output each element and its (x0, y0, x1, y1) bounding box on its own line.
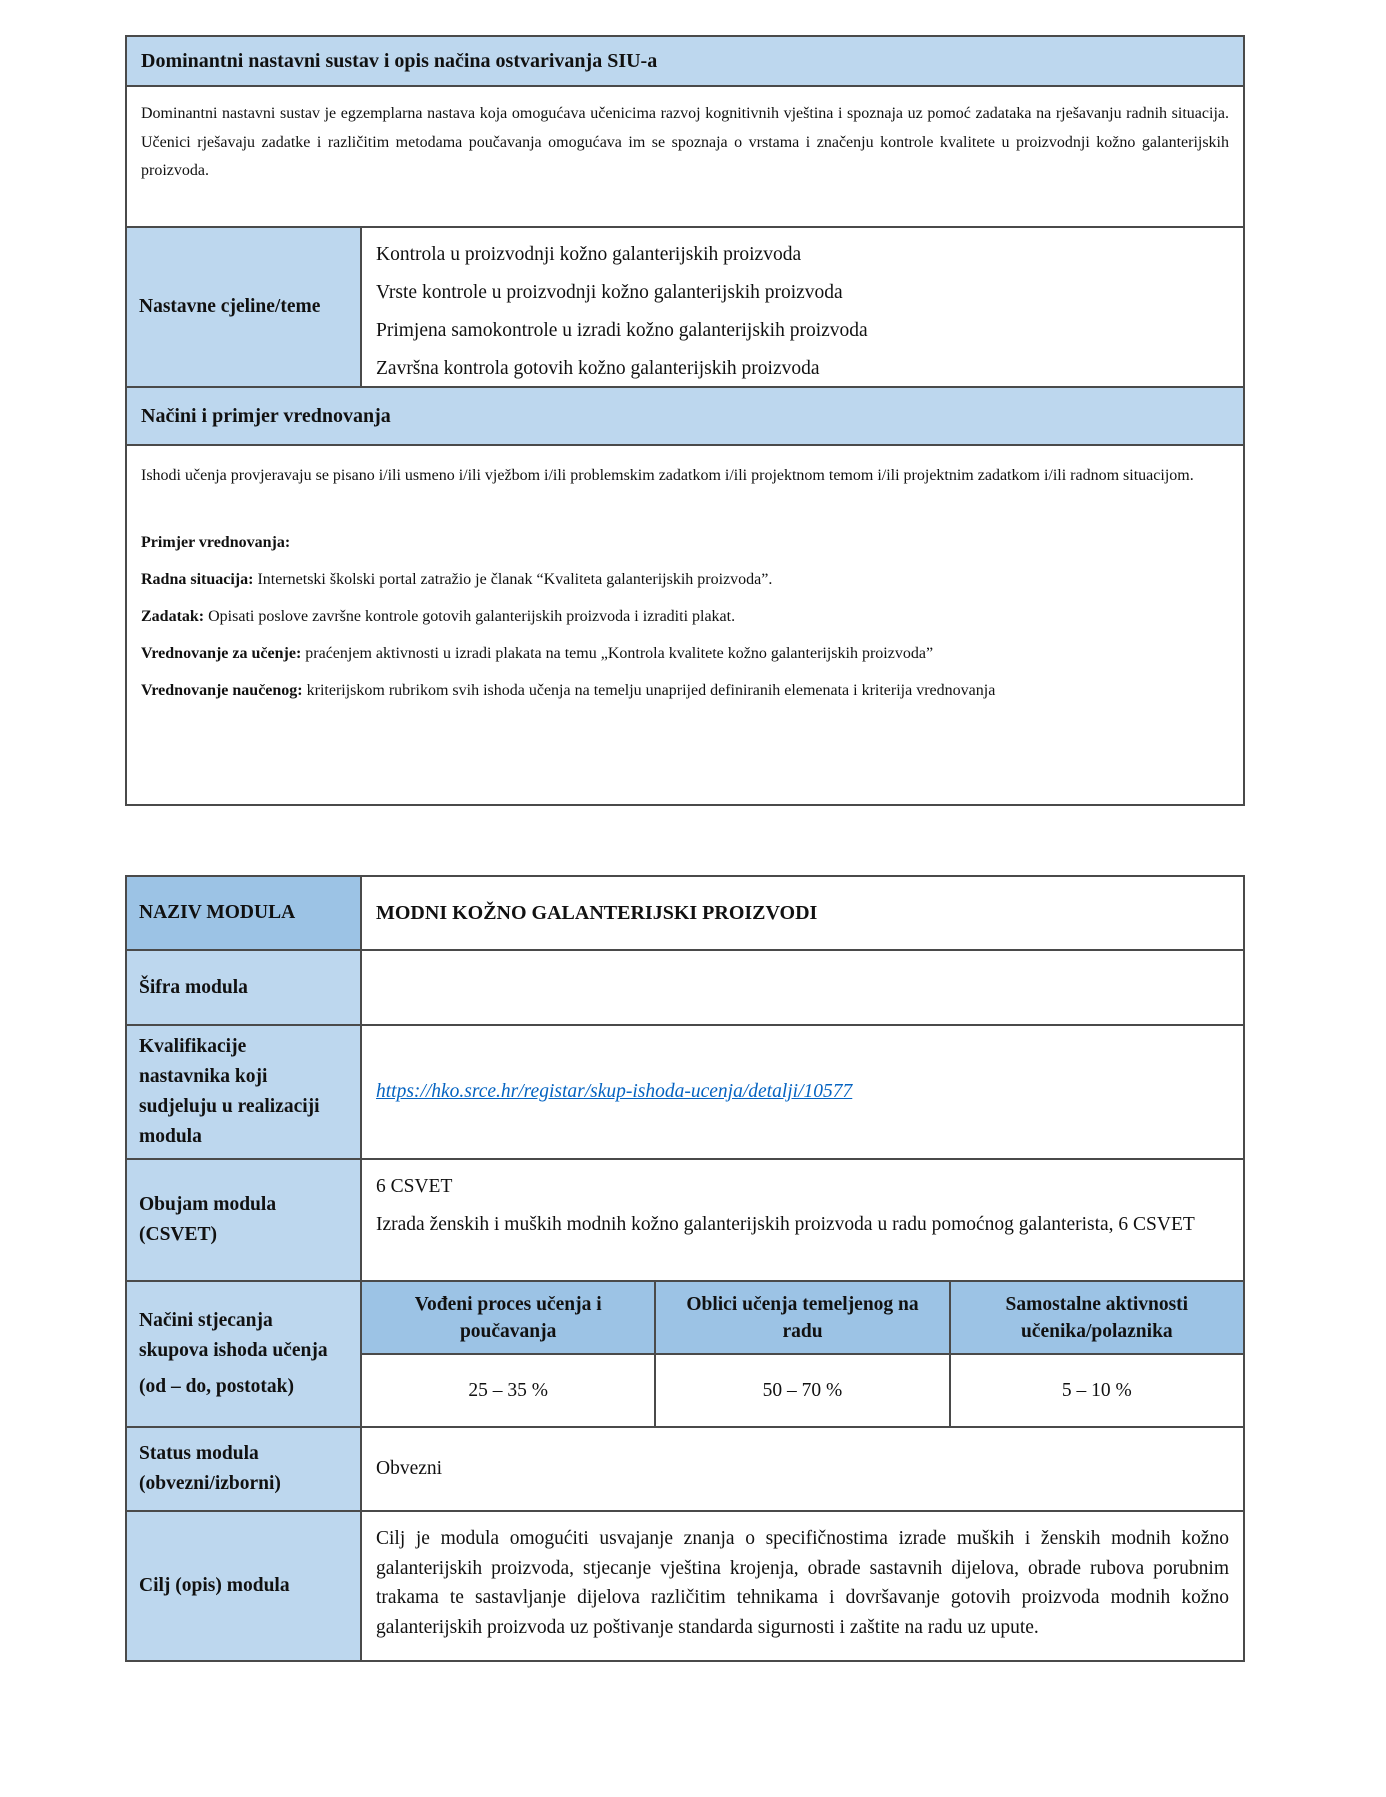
nacini-stjecanja-label-cell (127, 1282, 362, 1426)
kvalifikacije-label-cell (127, 1026, 362, 1158)
nacini-label-line1: Načini stjecanja skupova ishoda učenja (139, 1310, 328, 1361)
obujam-modula-row (127, 1158, 1243, 1280)
status-modula-label-cell (127, 1428, 362, 1510)
naziv-modula-row (127, 877, 1243, 949)
item-label: Vrednovanje naučenog: (141, 682, 303, 699)
cilj-modula-text: Cilj je modula omogućiti usvajanje znanja o specifičnostima izrade muških i ženskih modnih kožno galanterijskih proizvoda, stjecanje vještina krojenja, obrade sastavnih dijelova, obrade rubova porubnim trakama te sastavljanje dijelova različitim tehnikama i dovršavanje gotovih proizvoda modnih kožno galanterijskih proizvoda uz poštivanje standarda sigurnosti i zaštite na radu uz upute. (376, 1528, 1229, 1638)
item-label: Radna situacija: (141, 571, 254, 588)
table1-header-row (127, 37, 1243, 85)
sifra-modula-value-cell (362, 951, 1243, 1024)
subtable-column (654, 1282, 948, 1426)
topic-item: Završna kontrola gotovih kožno galanterijskih proizvoda (376, 358, 820, 379)
evaluation-item (141, 566, 1227, 593)
nacini-stjecanja-row (127, 1280, 1243, 1426)
item-text: praćenjem aktivnosti u izradi plakata na temu „Kontrola kvalitete kožno galanterijskih proizvoda” (301, 645, 934, 662)
table1-evaluation-row (127, 444, 1243, 804)
column-value: 25 – 35 % (468, 1379, 548, 1401)
cilj-modula-row (127, 1510, 1243, 1660)
subtable-column (362, 1282, 654, 1426)
evaluation-intro: Ishodi učenja provjeravaju se pisano i/ili usmeno i/ili vježbom i/ili problemskim zadatkom i/ili projektnom temom i/ili projektnim zadatkom i/ili radnom situacijom. (141, 467, 1194, 484)
naziv-modula-label-cell (127, 877, 362, 949)
column-header: Vođeni proces učenja i poučavanja (362, 1282, 654, 1355)
item-text: Opisati poslove završne kontrole gotovih galanterijskih proizvoda i izraditi plakat. (204, 608, 736, 625)
evaluation-item (141, 603, 1227, 630)
item-label: Zadatak: (141, 608, 205, 625)
hko-registar-link[interactable]: https://hko.srce.hr/registar/skup-ishoda-ucenja/detalji/10577 (376, 1081, 853, 1102)
table1-header-text: Dominantni nastavni sustav i opis načina ostvarivanja SIU-a (141, 49, 658, 72)
naziv-modula-value: MODNI KOŽNO GALANTERIJSKI PROIZVODI (376, 901, 818, 924)
topic-item: Kontrola u proizvodnji kožno galanterijskih proizvoda (376, 244, 802, 265)
kvalifikacije-label: Kvalifikacije nastavnika koji sudjeluju u realizaciji modula (139, 1036, 320, 1147)
status-modula-value-cell (362, 1428, 1243, 1510)
nacini-label-line2: (od – do, postotak) (139, 1376, 294, 1397)
status-modula-label: Status modula (obvezni/izborni) (139, 1443, 281, 1494)
naziv-modula-label: NAZIV MODULA (139, 902, 296, 923)
table1-cjeline-row (127, 226, 1243, 386)
cjeline-content-cell (362, 228, 1243, 386)
item-text: Internetski školski portal zatražio je članak “Kvaliteta galanterijskih proizvoda”. (253, 571, 773, 588)
status-modula-value: Obvezni (376, 1458, 443, 1479)
topic-item: Vrste kontrole u proizvodnji kožno galanterijskih proizvoda (376, 282, 843, 303)
cjeline-label-cell (127, 228, 362, 386)
evaluation-item (141, 677, 1227, 704)
cjeline-label-text: Nastavne cjeline/teme (139, 296, 321, 317)
evaluation-item (141, 640, 1227, 667)
column-value: 5 – 10 % (1061, 1379, 1132, 1401)
item-text: kriterijskom rubrikom svih ishoda učenja na temelju unaprijed definiranih elemenata i kriterija vrednovanja (302, 682, 996, 699)
nacini-stjecanja-subtable (362, 1282, 1243, 1426)
obujam-modula-value-cell (362, 1160, 1243, 1280)
sifra-modula-label: Šifra modula (139, 976, 248, 998)
nacini-stjecanja-label (139, 1306, 332, 1402)
sifra-modula-label-cell (127, 951, 362, 1024)
dominantni-sustav-paragraph: Dominantni nastavni sustav je egzemplarna nastava koja omogućava učenicima razvoj kognitivnih vještina i spoznaja uz pomoć zadataka na rješavanju radnih situacija. Učenici rješavaju zadatke i različitim metodama poučavanja omogućava im se spoznaja o vrstama i značenju kontrole kvalitete u proizvodnji kožno galanterijskih proizvoda. (141, 105, 1229, 179)
kvalifikacije-value-cell (362, 1026, 1243, 1158)
kvalifikacije-row (127, 1024, 1243, 1158)
obujam-modula-label-cell (127, 1160, 362, 1280)
column-header: Oblici učenja temeljenog na radu (656, 1282, 948, 1355)
obujam-line2: Izrada ženskih i muških modnih kožno galanterijskih proizvoda u radu pomoćnog galanterista, 6 CSVET (376, 1214, 1195, 1235)
subtable-column (949, 1282, 1243, 1426)
table1-header2-text: Načini i primjer vrednovanja (141, 404, 391, 427)
table-modul (125, 875, 1245, 1662)
item-label: Vrednovanje za učenje: (141, 645, 302, 662)
column-value: 50 – 70 % (762, 1379, 843, 1401)
cilj-modula-label: Cilj (opis) modula (139, 1575, 290, 1596)
evaluation-content-cell (127, 446, 1243, 704)
primjer-vrednovanja-label: Primjer vrednovanja: (141, 534, 291, 551)
sifra-modula-row (127, 949, 1243, 1024)
table1-header2-row (127, 386, 1243, 444)
naziv-modula-value-cell (362, 877, 1243, 949)
cilj-modula-label-cell (127, 1512, 362, 1660)
status-modula-row (127, 1426, 1243, 1510)
table1-paragraph-row (127, 85, 1243, 226)
obujam-modula-label: Obujam modula (CSVET) (139, 1194, 277, 1245)
topic-item: Primjena samokontrole u izradi kožno galanterijskih proizvoda (376, 320, 868, 341)
column-header: Samostalne aktivnosti učenika/polaznika (951, 1282, 1243, 1355)
cilj-modula-value-cell (362, 1512, 1243, 1660)
obujam-line1: 6 CSVET (376, 1176, 453, 1197)
table-dominantni-sustav (125, 35, 1245, 806)
